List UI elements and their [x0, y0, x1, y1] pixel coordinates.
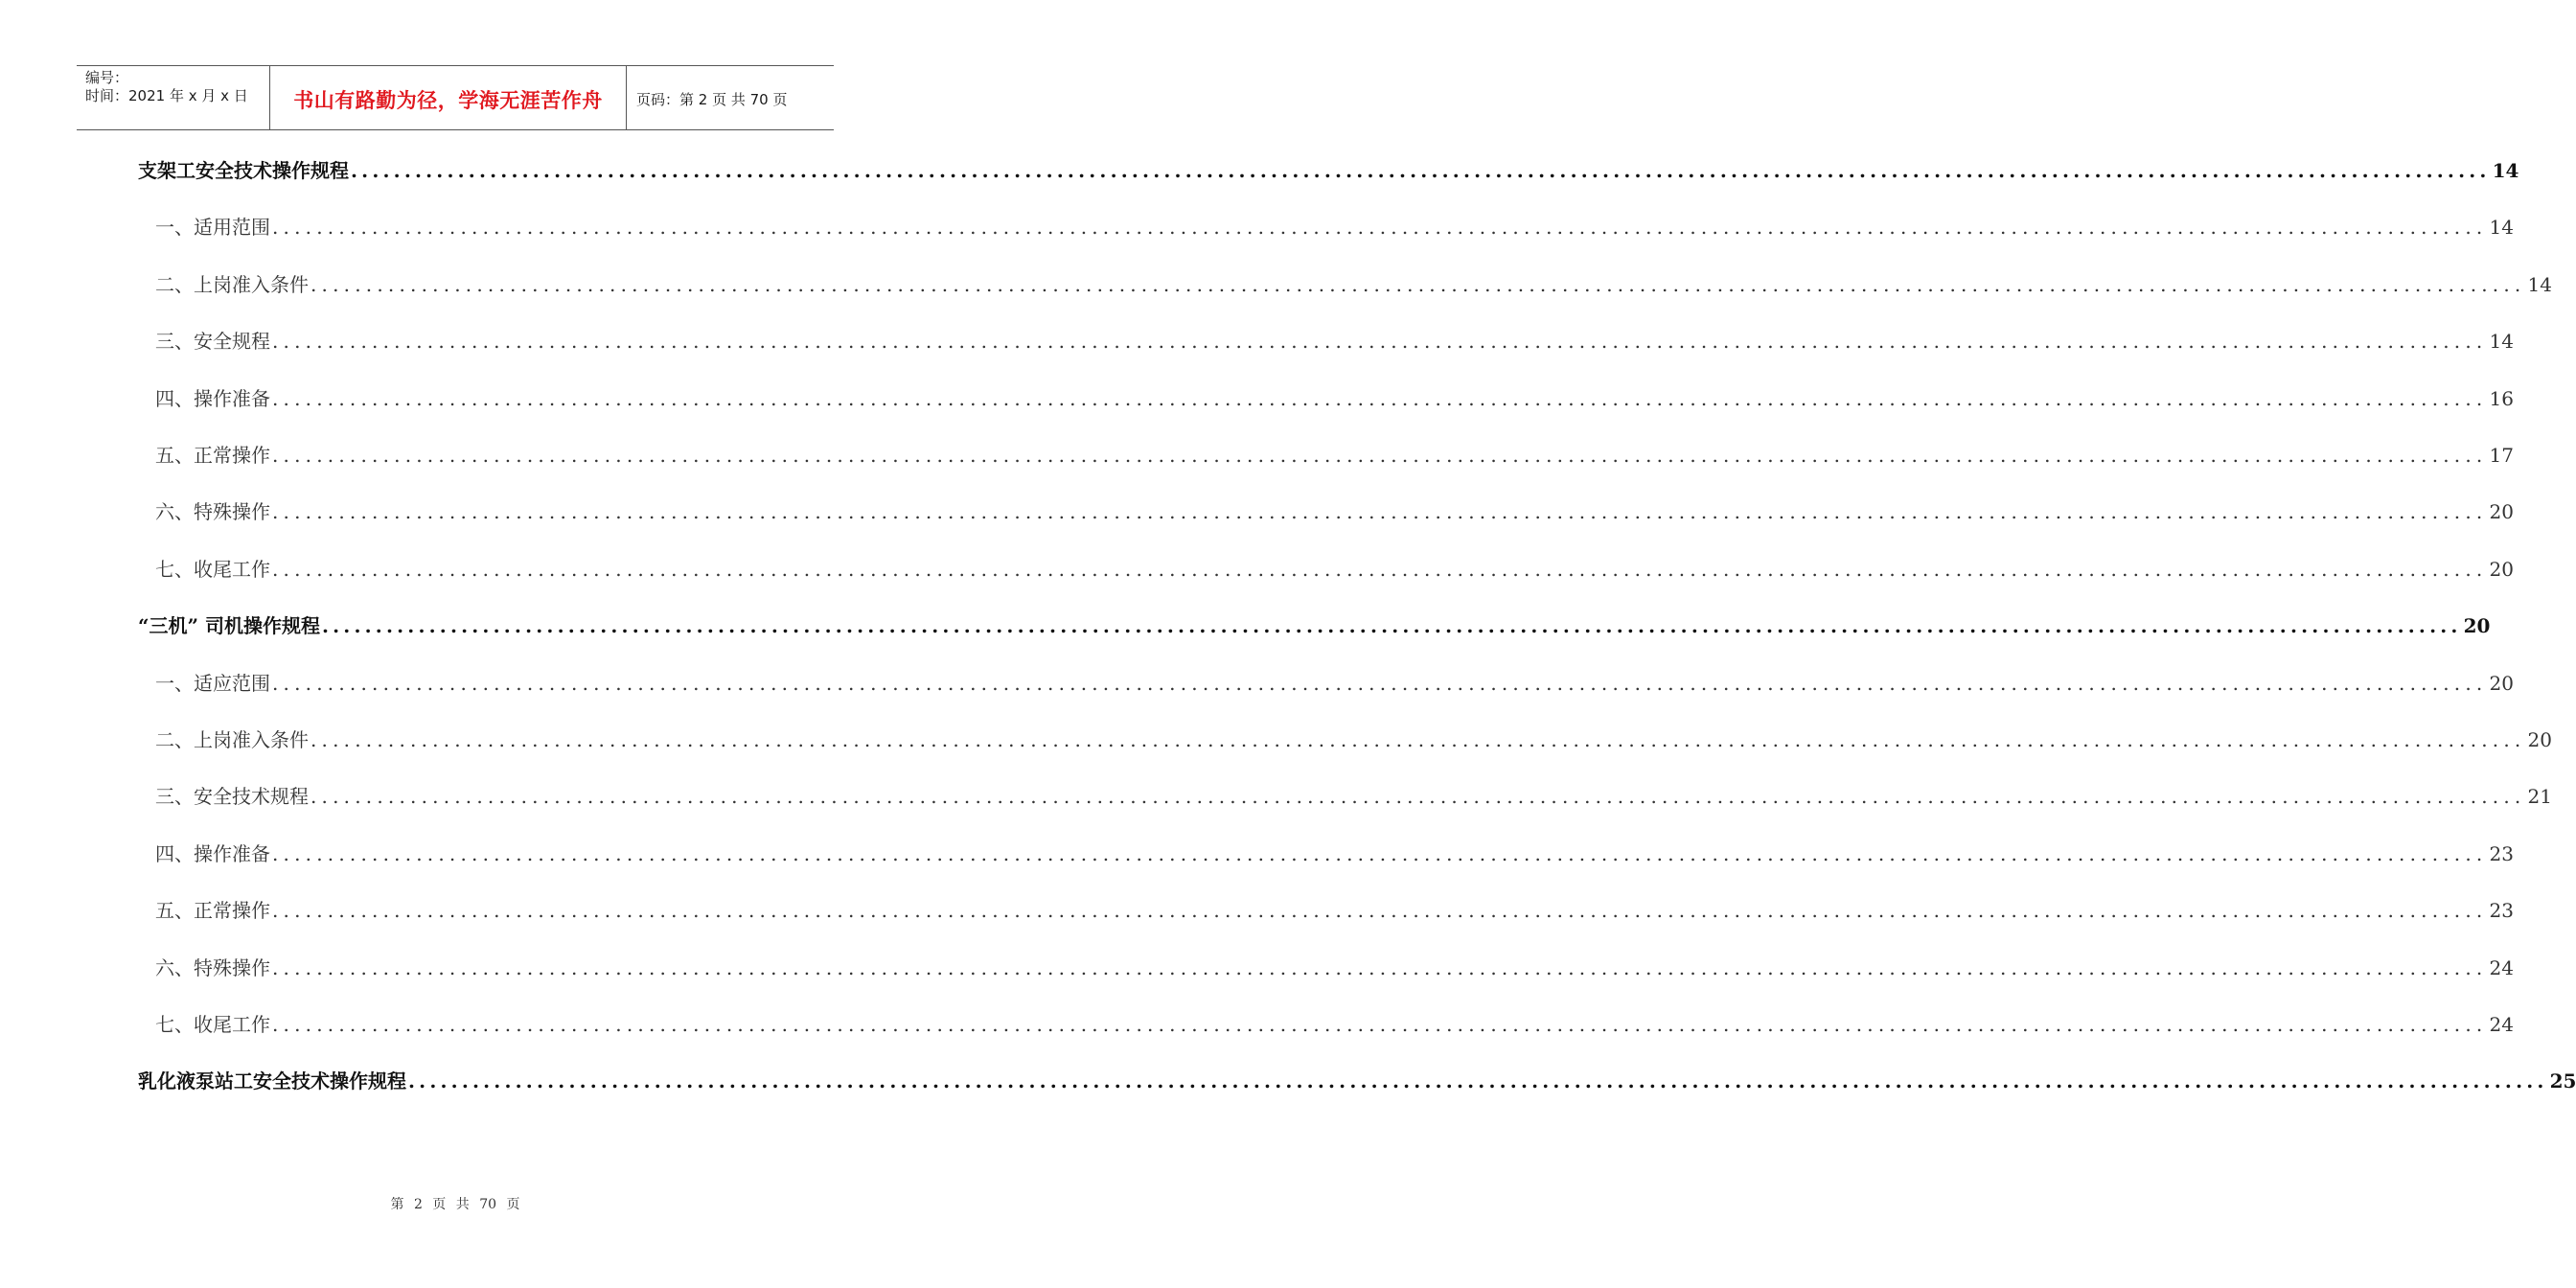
toc-dot-leader: ........................................................................................................................................................................................................	[272, 216, 2488, 240]
toc-chapter-entry[interactable]	[138, 155, 2519, 194]
toc-entry-title: 支架工安全技术操作规程	[138, 159, 349, 182]
toc-dot-leader: ........................................................................................................................................................................................................	[272, 899, 2488, 923]
toc-section-entry[interactable]	[155, 781, 2552, 819]
header-meta	[77, 66, 270, 129]
toc-entry-page-number: 14	[2492, 159, 2519, 182]
header-number-label: 编号：	[85, 69, 129, 86]
toc-dot-leader: ........................................................................................................................................................................................................	[272, 557, 2488, 581]
toc-section-entry[interactable]	[155, 269, 2552, 308]
toc-entry-title: 乳化液泵站工安全技术操作规程	[138, 1070, 406, 1093]
toc-section-entry[interactable]	[155, 953, 2514, 991]
toc-dot-leader: ........................................................................................................................................................................................................	[272, 671, 2488, 695]
toc-entry-title: 一、适应范围	[155, 671, 270, 695]
toc-dot-leader: ........................................................................................................................................................................................................	[408, 1070, 2548, 1093]
header-page-info: 页码：第 2 页 共 70 页	[636, 90, 788, 108]
toc-dot-leader: ........................................................................................................................................................................................................	[272, 386, 2488, 410]
toc-entry-page-number: 14	[2489, 330, 2514, 354]
toc-entry-page-number: 23	[2489, 899, 2514, 923]
toc-entry-title: 六、特殊操作	[155, 955, 270, 979]
toc-dot-leader: ........................................................................................................................................................................................................	[272, 841, 2488, 865]
page-header	[77, 65, 834, 130]
toc-entry-page-number: 25	[2549, 1070, 2576, 1093]
toc-section-entry[interactable]	[155, 554, 2514, 592]
page-footer: 第 2 页 共 70 页	[390, 1197, 520, 1212]
toc-section-entry[interactable]	[155, 1009, 2514, 1047]
toc-dot-leader: ........................................................................................................................................................................................................	[351, 159, 2491, 182]
toc-dot-leader: ........................................................................................................................................................................................................	[310, 785, 2526, 809]
toc-section-entry[interactable]	[155, 496, 2514, 535]
toc-section-entry[interactable]	[155, 326, 2514, 364]
toc-entry-title: 一、适用范围	[155, 216, 270, 240]
toc-dot-leader: ........................................................................................................................................................................................................	[272, 330, 2488, 354]
toc-entry-title: 二、上岗准入条件	[155, 272, 309, 296]
toc-entry-page-number: 20	[2489, 557, 2514, 581]
toc-entry-title: 二、上岗准入条件	[155, 728, 309, 751]
header-time-label: 时间：2021 年 x 月 x 日	[85, 87, 248, 104]
toc-dot-leader: ........................................................................................................................................................................................................	[310, 728, 2526, 751]
toc-dot-leader: ........................................................................................................................................................................................................	[321, 614, 2462, 638]
toc-entry-page-number: 14	[2489, 216, 2514, 240]
toc-dot-leader: ........................................................................................................................................................................................................	[310, 272, 2526, 296]
toc-entry-title: 四、操作准备	[155, 386, 270, 410]
toc-section-entry[interactable]	[155, 895, 2514, 933]
toc-entry-page-number: 24	[2489, 1013, 2514, 1036]
toc-entry-page-number: 23	[2489, 841, 2514, 865]
toc-entry-title: 五、正常操作	[155, 444, 270, 467]
toc-entry-title: 六、特殊操作	[155, 500, 270, 524]
toc-entry-page-number: 20	[2463, 614, 2491, 638]
toc-section-entry[interactable]	[155, 839, 2514, 877]
toc-entry-title: “三机” 司机操作规程	[138, 614, 320, 638]
toc-section-entry[interactable]	[155, 440, 2514, 478]
toc-section-entry[interactable]	[155, 383, 2514, 422]
toc-entry-page-number: 20	[2489, 671, 2514, 695]
toc-entry-page-number: 20	[2489, 500, 2514, 524]
toc-entry-title: 三、安全技术规程	[155, 785, 309, 809]
toc-dot-leader: ........................................................................................................................................................................................................	[272, 444, 2488, 467]
toc-entry-title: 四、操作准备	[155, 841, 270, 865]
toc-section-entry[interactable]	[155, 724, 2552, 763]
toc-section-entry[interactable]	[155, 212, 2514, 250]
toc-entry-title: 五、正常操作	[155, 899, 270, 923]
toc-entry-page-number: 21	[2527, 785, 2552, 809]
toc-entry-title: 七、收尾工作	[155, 557, 270, 581]
toc-entry-page-number: 14	[2527, 272, 2552, 296]
toc-chapter-entry[interactable]	[138, 610, 2491, 649]
toc-dot-leader: ........................................................................................................................................................................................................	[272, 500, 2488, 524]
toc-entry-title: 三、安全规程	[155, 330, 270, 354]
toc-entry-page-number: 24	[2489, 955, 2514, 979]
toc-entry-page-number: 17	[2489, 444, 2514, 467]
toc-entry-page-number: 20	[2527, 728, 2552, 751]
toc-dot-leader: ........................................................................................................................................................................................................	[272, 1013, 2488, 1036]
toc-chapter-entry[interactable]	[138, 1066, 2576, 1104]
toc-entry-title: 七、收尾工作	[155, 1013, 270, 1036]
toc-section-entry[interactable]	[155, 668, 2514, 706]
header-motto: 书山有路勤为径，学海无涯苦作舟	[270, 66, 627, 129]
toc-entry-page-number: 16	[2489, 386, 2514, 410]
toc-dot-leader: ........................................................................................................................................................................................................	[272, 955, 2488, 979]
